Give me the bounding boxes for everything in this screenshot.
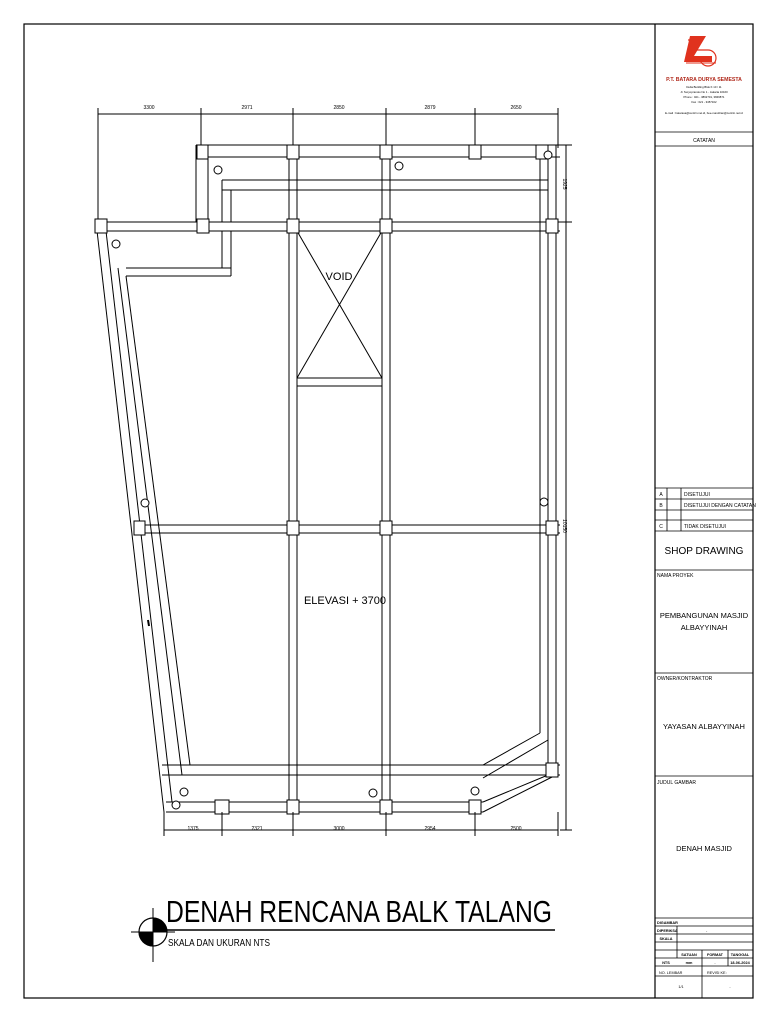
- shop-drawing-label: SHOP DRAWING: [664, 546, 744, 557]
- company-name: P.T. BATARA DURYA SEMESTA: [666, 77, 742, 83]
- owner-value: YAYASAN ALBAYYINAH: [663, 722, 745, 731]
- address-line-5: E-mail : batarasa@centrin.net.id, bee-mandiran@centrin.net.id: [665, 111, 743, 115]
- columns: [95, 145, 558, 814]
- address-line-4: Fax : 021 - 3457162: [691, 100, 717, 104]
- title-block: [655, 132, 753, 998]
- right-dim-2: 10150: [561, 519, 567, 533]
- top-dim-4: 2879: [424, 105, 436, 111]
- top-dim-2: 2971: [241, 105, 253, 111]
- catatan-label: CATATAN: [693, 138, 715, 144]
- top-dim-5: 2650: [510, 105, 522, 111]
- bottom-dim-3: 3000: [333, 826, 345, 832]
- revisi-value: -: [729, 985, 731, 989]
- sheet-border: [24, 24, 753, 998]
- approval-text-c: TIDAK DISETUJUI: [684, 524, 726, 530]
- revisi-label: REVISI KE:: [707, 971, 727, 975]
- judul-label: JUDUL GAMBAR: [657, 780, 696, 786]
- diperiksa-label: DIPERIKSA: [657, 929, 678, 933]
- lower-right-chamfer: [483, 733, 556, 812]
- tanggal-label: TANGGAL: [730, 953, 750, 957]
- no-lembar-value: 1/1: [678, 985, 684, 989]
- digambar-label: DIGAMBAR: [657, 921, 678, 925]
- format-value: -: [714, 961, 716, 965]
- approval-text-a: DISETUJUI: [684, 492, 710, 498]
- approval-code-a: A: [659, 492, 663, 498]
- tanggal-value: 18-06-2024: [730, 961, 750, 965]
- top-dimension-line: [98, 108, 558, 220]
- skala-label: SKALA: [659, 937, 673, 941]
- right-dim-1: 1925: [561, 178, 567, 190]
- dimension-labels: [143, 105, 567, 832]
- company-logo: [684, 36, 716, 66]
- nama-proyek-line-1: PEMBANGUNAN MASJID: [659, 611, 749, 620]
- company-address: [665, 85, 743, 115]
- satuan-value: mm: [685, 961, 693, 965]
- no-lembar-label: NO. LEMBAR: [659, 971, 683, 975]
- nama-proyek-line-2: ALBAYYINAH: [680, 623, 728, 632]
- drawing-title: DENAH RENCANA BALK TALANG: [166, 894, 552, 929]
- top-dim-1: 3300: [143, 105, 155, 111]
- format-label: FORMAT: [707, 953, 723, 957]
- judul-value: DENAH MASJID: [676, 844, 732, 853]
- slanted-left-beams: [96, 222, 190, 812]
- owner-label: OWNER/KONTRAKTOR: [657, 676, 713, 682]
- upper-wing-beams: [196, 145, 560, 222]
- drawing-subtitle: SKALA DAN UKURAN NTS: [168, 938, 271, 949]
- skala-value: NTS: [662, 961, 670, 965]
- right-dimension-line: [560, 145, 572, 830]
- diperiksa-value: -: [706, 929, 708, 933]
- void-label: VOID: [325, 271, 353, 283]
- top-dim-3: 2850: [333, 105, 345, 111]
- bottom-dim-2: 2321: [251, 826, 263, 832]
- main-horizontal-beams: [96, 222, 560, 812]
- bottom-dimension-line: [164, 812, 558, 836]
- satuan-label: SATUAN: [681, 953, 697, 957]
- bottom-dim-4: 2954: [424, 826, 436, 832]
- void-area: [297, 231, 382, 386]
- address-line-3: Phone : 021 - 3862701, 3846871: [683, 95, 725, 99]
- address-line-2: Jl. Suryopranoto No 1 - Jakarta 10160: [680, 90, 728, 94]
- approval-code-b: B: [659, 503, 663, 509]
- bottom-dim-1: 1375: [187, 826, 199, 832]
- bottom-dim-5: 2500: [510, 826, 522, 832]
- floor-plan: [95, 108, 572, 836]
- nama-proyek-label: NAMA PROYEK: [657, 573, 694, 579]
- elevation-label: ELEVASI + 3700: [303, 595, 387, 607]
- drain-holes: [112, 151, 552, 809]
- vertical-beams: [289, 145, 556, 812]
- approval-code-c: C: [659, 524, 663, 530]
- approval-text-b: DISETUJUI DENGAN CATATAN: [684, 503, 756, 509]
- address-line-1: Delta Building Blok K 10 / 11: [686, 85, 722, 89]
